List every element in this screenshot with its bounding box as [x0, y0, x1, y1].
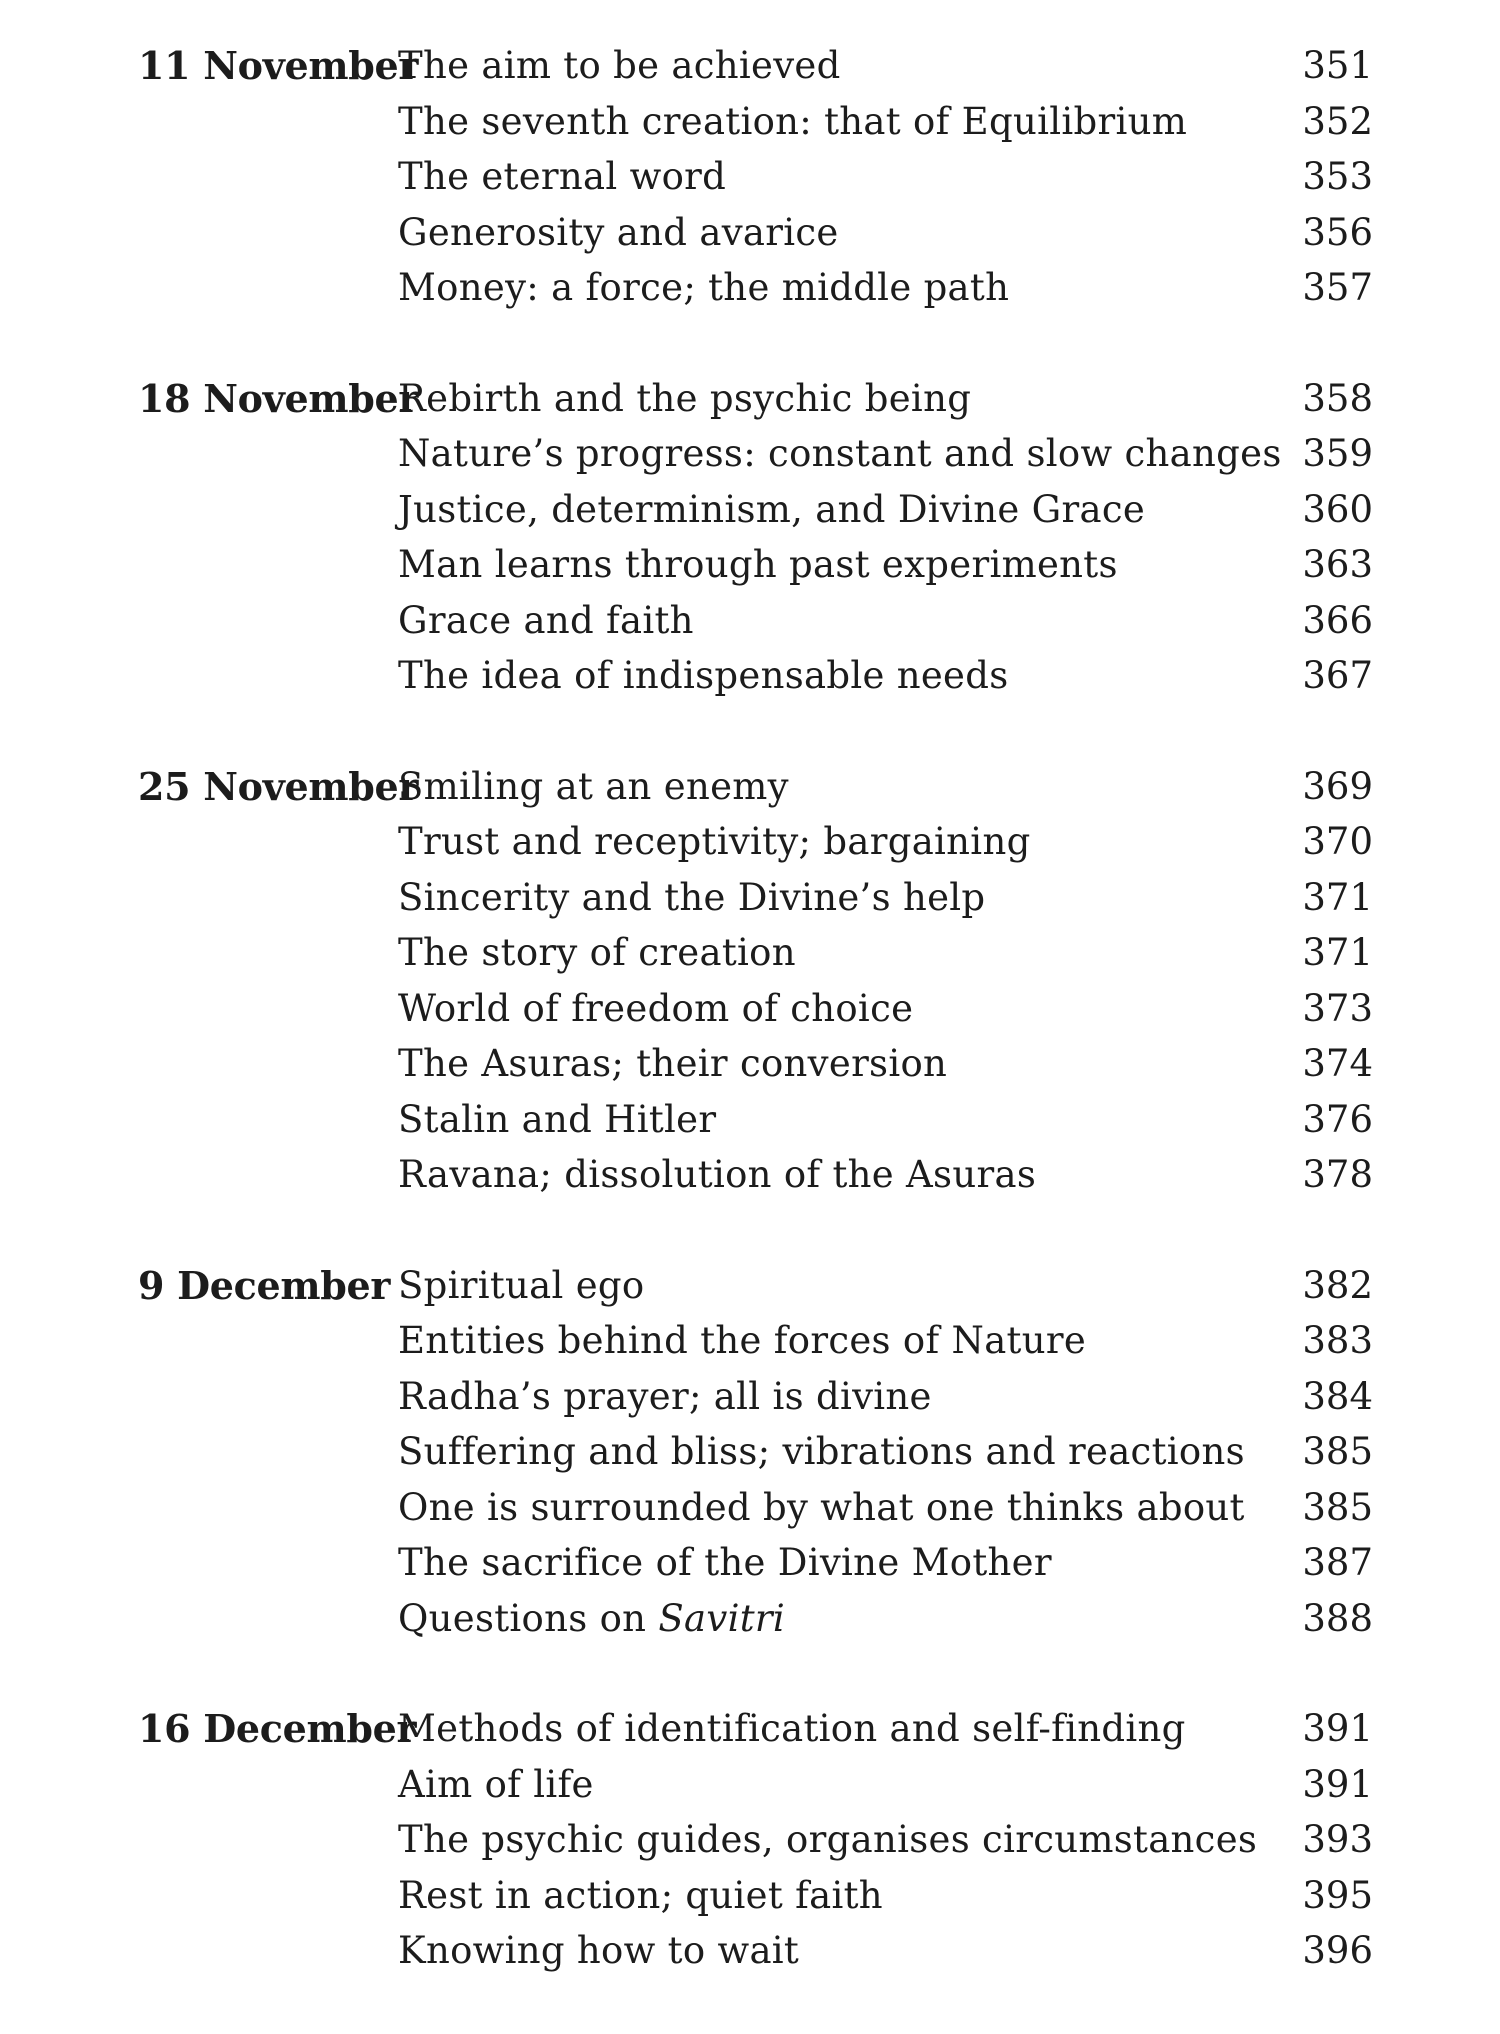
entry-title: Generosity and avarice	[398, 210, 839, 254]
table-of-contents	[0, 38, 1500, 2034]
entry-page-number: 352	[1302, 99, 1373, 143]
entry-title: Knowing how to wait	[398, 1929, 800, 1972]
entry-page-number: 356	[1302, 210, 1373, 254]
toc-section-18-november	[0, 371, 1500, 704]
entry-title: The idea of indispensable needs	[398, 654, 1009, 697]
entry-page-number: 371	[1302, 931, 1373, 974]
entry-list	[398, 1258, 1500, 1647]
toc-entry[interactable]	[398, 1480, 1500, 1536]
entry-page-number: 391	[1302, 1707, 1373, 1750]
entry-title: Nature’s progress: constant and slow changes	[398, 432, 1282, 475]
toc-entry[interactable]	[398, 1868, 1500, 1924]
entry-title: The Asuras; their conversion	[398, 1042, 948, 1085]
entry-page-number: 360	[1302, 487, 1373, 531]
entry-page-number: 387	[1302, 1541, 1373, 1584]
entry-page-number: 363	[1302, 543, 1373, 586]
entry-title: Trust and receptivity; bargaining	[398, 820, 1031, 863]
entry-title: Man learns through past experiments	[398, 543, 1118, 586]
section-date: 9 December	[138, 1262, 391, 1308]
toc-entry[interactable]	[398, 38, 1500, 94]
toc-entry[interactable]	[398, 1147, 1500, 1203]
toc-entry[interactable]	[398, 1036, 1500, 1092]
toc-entry[interactable]	[398, 814, 1500, 870]
entry-page-number: 385	[1302, 1430, 1373, 1473]
entry-title-italic: Savitri	[658, 1596, 786, 1640]
entry-page-number: 371	[1302, 875, 1373, 919]
entry-title: Smiling at an enemy	[398, 764, 789, 808]
entry-page-number: 384	[1302, 1374, 1373, 1418]
entry-page-number: 393	[1302, 1818, 1373, 1861]
entry-title: The psychic guides, organises circumstances	[398, 1818, 1258, 1861]
toc-entry[interactable]	[398, 371, 1500, 427]
toc-entry[interactable]	[398, 1092, 1500, 1148]
section-date: 18 November	[138, 375, 419, 421]
toc-entry[interactable]	[398, 94, 1500, 150]
toc-entry[interactable]	[398, 537, 1500, 593]
entry-title: World of freedom of choice	[398, 986, 914, 1030]
entry-page-number: 369	[1302, 764, 1373, 808]
entry-page-number: 385	[1302, 1485, 1373, 1529]
toc-entry[interactable]	[398, 1757, 1500, 1813]
entry-page-number: 391	[1302, 1762, 1373, 1806]
entry-title: Ravana; dissolution of the Asuras	[398, 1153, 1037, 1196]
entry-title-text: Questions on	[398, 1596, 659, 1640]
entry-title: Aim of life	[398, 1762, 594, 1806]
entry-title: Suffering and bliss; vibrations and reactions	[398, 1430, 1245, 1473]
toc-entry[interactable]	[398, 1591, 1500, 1647]
section-date: 25 November	[138, 763, 419, 809]
entry-list	[398, 759, 1500, 1203]
entry-title: The aim to be achieved	[398, 44, 841, 87]
entry-title: Rest in action; quiet faith	[398, 1873, 883, 1917]
entry-page-number: 357	[1302, 266, 1373, 309]
entry-page-number: 382	[1302, 1263, 1373, 1307]
toc-entry[interactable]	[398, 981, 1500, 1037]
toc-section-9-december	[0, 1258, 1500, 1647]
entry-title: Entities behind the forces of Nature	[398, 1319, 1087, 1362]
toc-section-16-december	[0, 1701, 1500, 1979]
toc-entry[interactable]	[398, 648, 1500, 704]
entry-page-number: 388	[1302, 1596, 1373, 1640]
entry-page-number: 358	[1302, 376, 1373, 420]
entry-title: Stalin and Hitler	[398, 1097, 717, 1141]
entry-page-number: 366	[1302, 598, 1373, 642]
entry-list	[398, 371, 1500, 704]
toc-entry[interactable]	[398, 925, 1500, 981]
entry-page-number: 373	[1302, 986, 1373, 1030]
toc-entry[interactable]	[398, 426, 1500, 482]
toc-section-11-november	[0, 38, 1500, 316]
toc-entry[interactable]	[398, 1258, 1500, 1314]
entry-list	[398, 38, 1500, 316]
entry-page-number: 378	[1302, 1153, 1373, 1196]
toc-entry[interactable]	[398, 1535, 1500, 1591]
entry-page-number: 359	[1302, 432, 1373, 475]
entry-title	[398, 1591, 785, 1646]
entry-title: Methods of identification and self-finding	[398, 1707, 1186, 1750]
entry-title: The eternal word	[398, 155, 727, 198]
entry-title: Sincerity and the Divine’s help	[398, 875, 986, 919]
toc-entry[interactable]	[398, 593, 1500, 649]
entry-title: The seventh creation: that of Equilibrium	[398, 99, 1188, 143]
entry-page-number: 396	[1302, 1929, 1373, 1972]
toc-section-25-november	[0, 759, 1500, 1203]
toc-entry[interactable]	[398, 1369, 1500, 1425]
toc-entry[interactable]	[398, 482, 1500, 538]
entry-list	[398, 1701, 1500, 1979]
entry-title: The sacrifice of the Divine Mother	[398, 1541, 1052, 1584]
entry-title: One is surrounded by what one thinks about	[398, 1485, 1245, 1529]
toc-entry[interactable]	[398, 260, 1500, 316]
toc-entry[interactable]	[398, 759, 1500, 815]
toc-entry[interactable]	[398, 1313, 1500, 1369]
section-date: 11 November	[138, 43, 419, 88]
entry-title: Money: a force; the middle path	[398, 266, 1010, 309]
entry-title: The story of creation	[398, 931, 796, 974]
entry-page-number: 351	[1302, 44, 1373, 87]
entry-page-number: 370	[1302, 820, 1373, 863]
entry-page-number: 383	[1302, 1319, 1373, 1362]
entry-page-number: 353	[1302, 155, 1373, 198]
toc-entry[interactable]	[398, 1812, 1500, 1868]
toc-entry[interactable]	[398, 1923, 1500, 1979]
toc-entry[interactable]	[398, 1424, 1500, 1480]
entry-title: Justice, determinism, and Divine Grace	[398, 487, 1146, 531]
entry-title: Radha’s prayer; all is divine	[398, 1374, 932, 1418]
entry-title: Spiritual ego	[398, 1263, 645, 1307]
section-date: 16 December	[138, 1706, 417, 1751]
entry-page-number: 376	[1302, 1097, 1373, 1141]
entry-page-number: 374	[1302, 1042, 1373, 1085]
toc-entry[interactable]	[398, 149, 1500, 205]
toc-entry[interactable]	[398, 1701, 1500, 1757]
toc-entry[interactable]	[398, 870, 1500, 926]
entry-page-number: 395	[1302, 1873, 1373, 1917]
entry-title: Rebirth and the psychic being	[398, 376, 972, 420]
entry-page-number: 367	[1302, 654, 1373, 697]
entry-title: Grace and faith	[398, 598, 694, 642]
toc-entry[interactable]	[398, 205, 1500, 261]
